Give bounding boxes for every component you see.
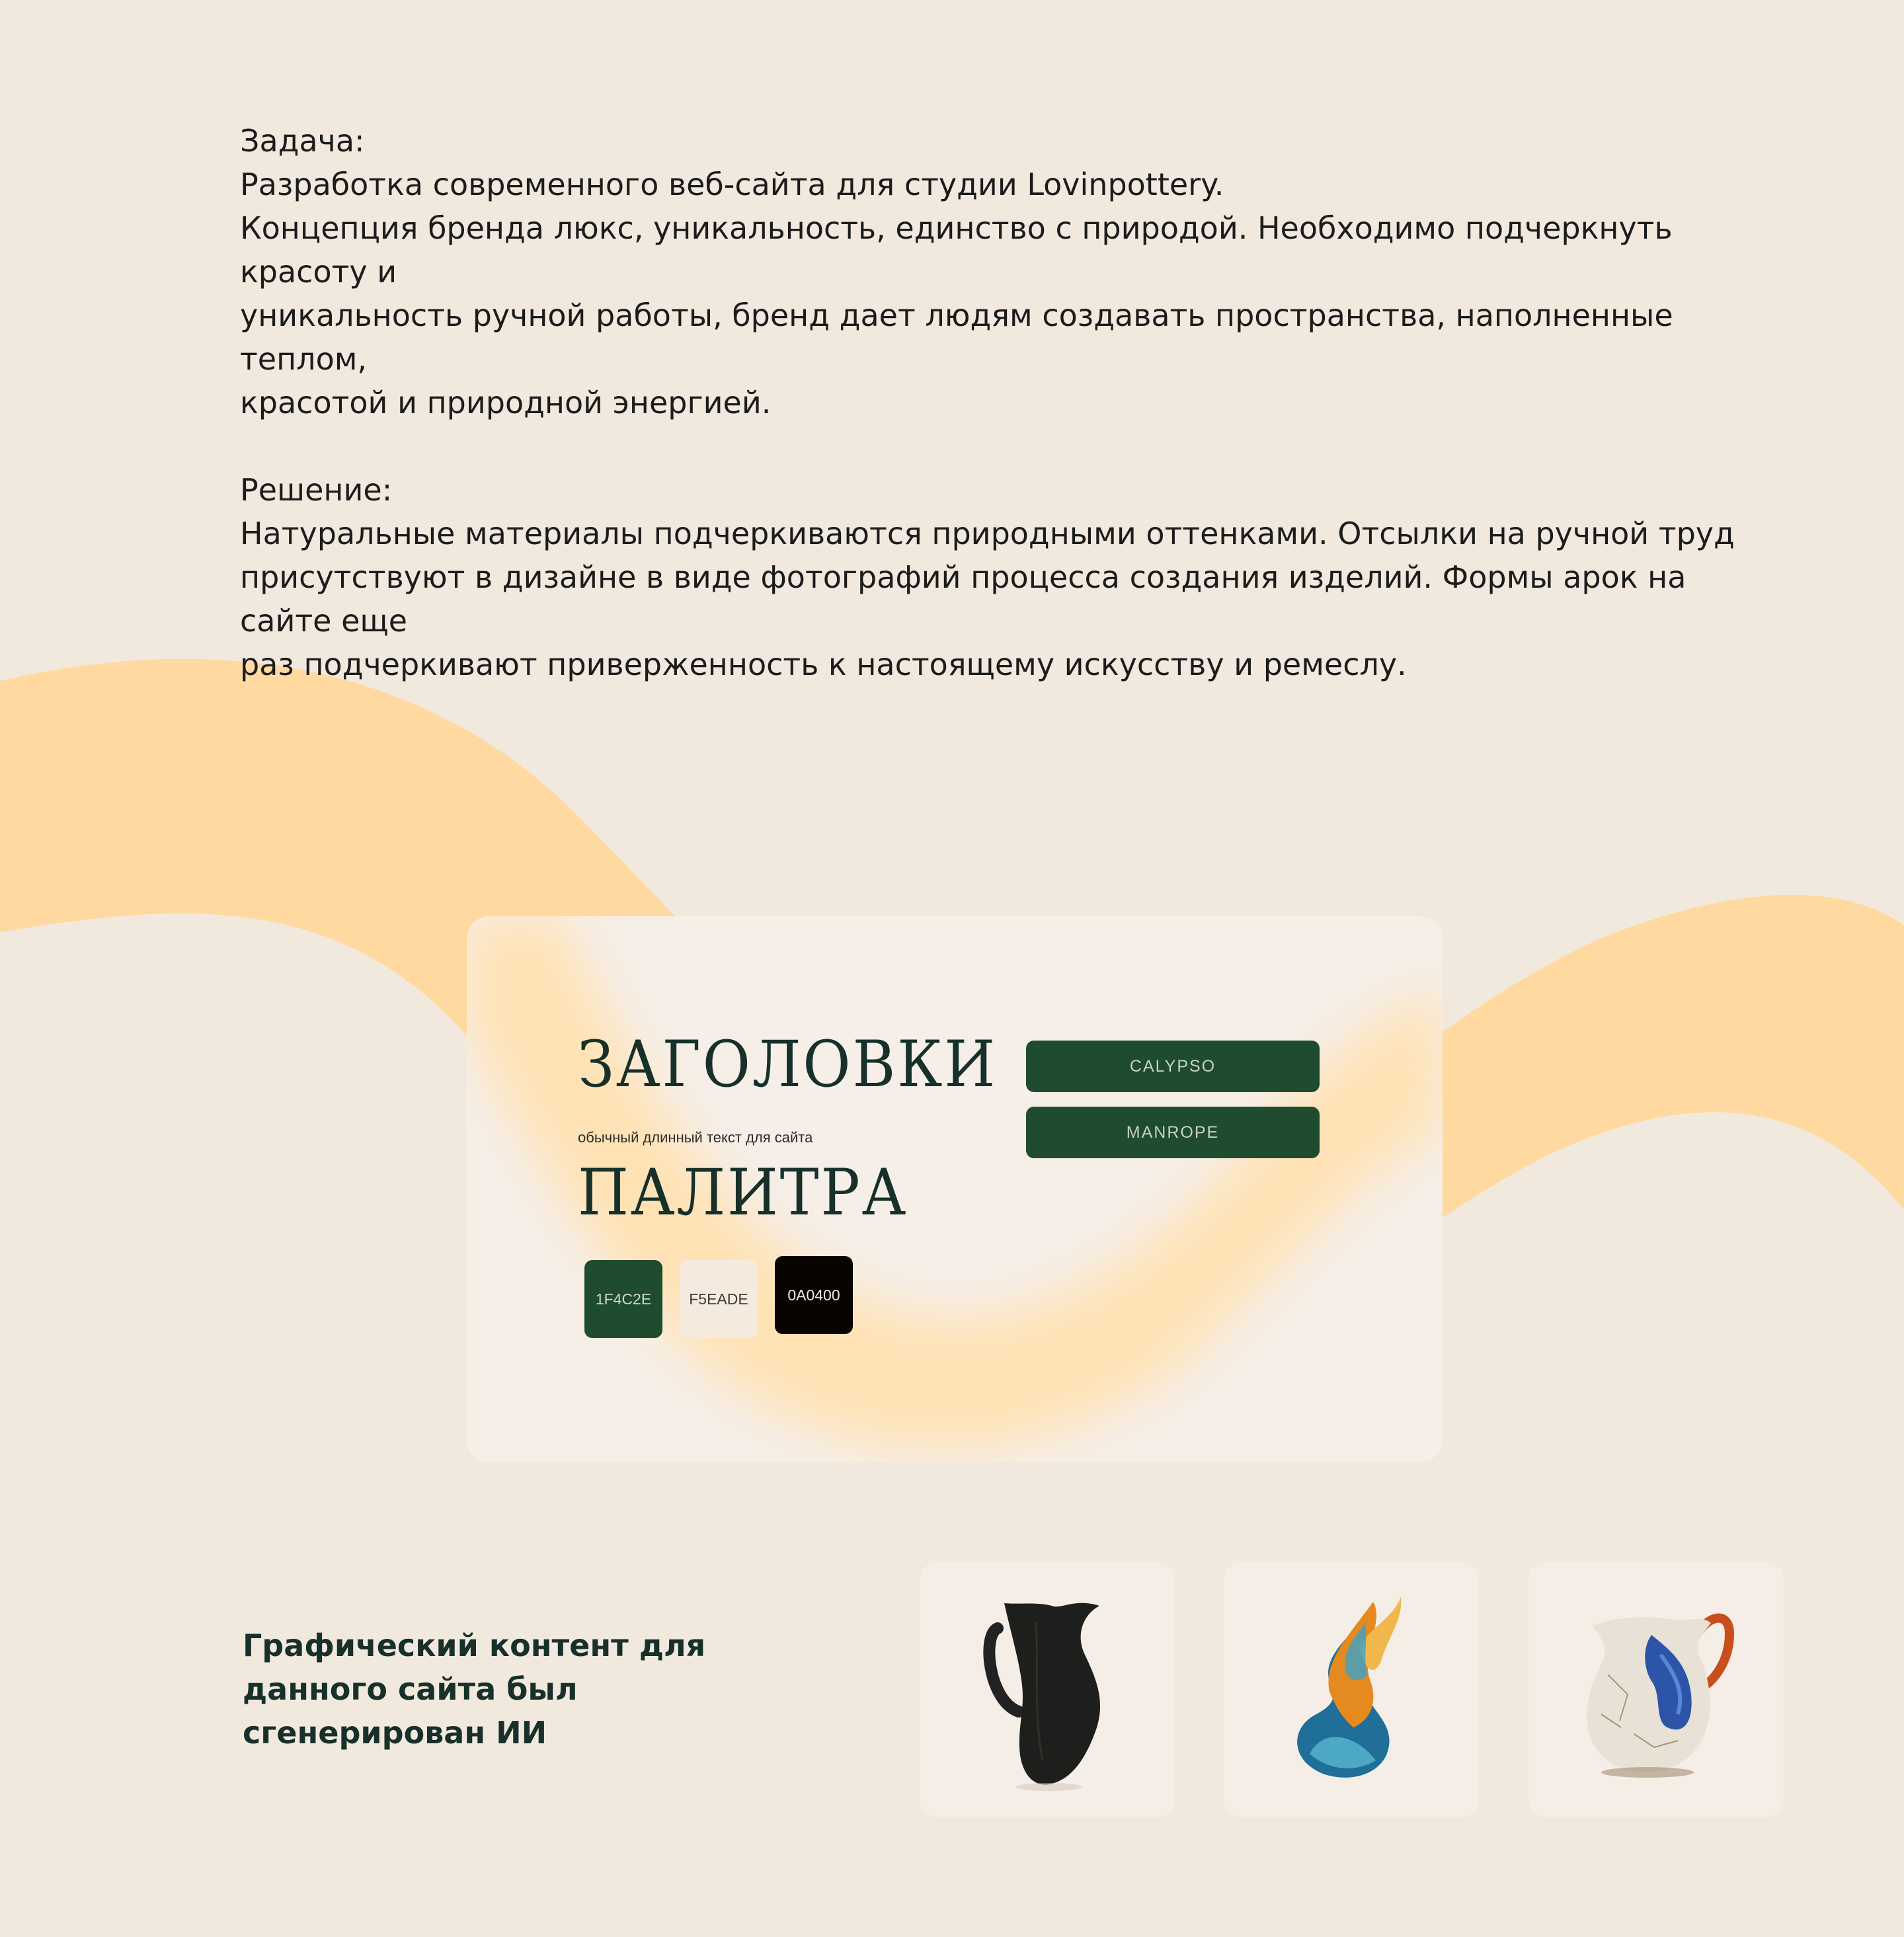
font-tag-manrope: MANROPE — [1026, 1107, 1320, 1158]
gallery-tile-cracked-pitcher — [1528, 1562, 1784, 1817]
color-swatch-green: 1F4C2E — [584, 1260, 662, 1338]
solution-title: Решение: — [240, 472, 393, 508]
ai-note-line: сгенерирован ИИ — [243, 1715, 547, 1751]
font-tag-calypso: CALYPSO — [1026, 1041, 1320, 1092]
body-font-sample: обычный длинный текст для сайта — [578, 1129, 813, 1146]
gallery-tile-glass-sculpture — [1224, 1562, 1479, 1817]
task-line: Разработка современного веб-сайта для студии Lovinpottery. — [240, 167, 1224, 202]
heading-font-sample: ЗАГОЛОВКИ — [578, 1027, 998, 1101]
task-title: Задача: — [240, 123, 365, 159]
paragraph-gap — [240, 424, 1761, 468]
ai-note-line: данного сайта был — [243, 1671, 578, 1707]
palette-heading: ПАЛИТРА — [578, 1156, 908, 1230]
solution-line: Натуральные материалы подчеркиваются природными оттенками. Отсылки на ручной труд — [240, 516, 1735, 551]
black-jug-image — [920, 1562, 1175, 1817]
task-line: уникальность ручной работы, бренд дает людям создавать пространства, наполненные теплом, — [240, 297, 1673, 377]
cracked-pitcher-image — [1528, 1562, 1784, 1817]
gallery-tile-black-jug — [920, 1562, 1175, 1817]
ai-note-line: Графический контент для — [243, 1628, 706, 1663]
solution-line: присутствуют в дизайне в виде фотографий процесса создания изделий. Формы арок на сайте еще — [240, 559, 1686, 639]
glass-sculpture-image — [1224, 1562, 1479, 1817]
color-swatch-black: 0A0400 — [775, 1256, 853, 1334]
color-swatch-cream: F5EADE — [680, 1260, 758, 1338]
project-brief — [240, 119, 1761, 686]
style-guide-card — [467, 916, 1443, 1462]
task-line: красотой и природной энергией. — [240, 385, 772, 420]
task-line: Концепция бренда люкс, уникальность, единство с природой. Необходимо подчеркнуть красоту и — [240, 210, 1673, 290]
ai-generated-note — [243, 1624, 719, 1755]
solution-line: раз подчеркивают приверженность к настоящему искусству и ремеслу. — [240, 647, 1407, 682]
